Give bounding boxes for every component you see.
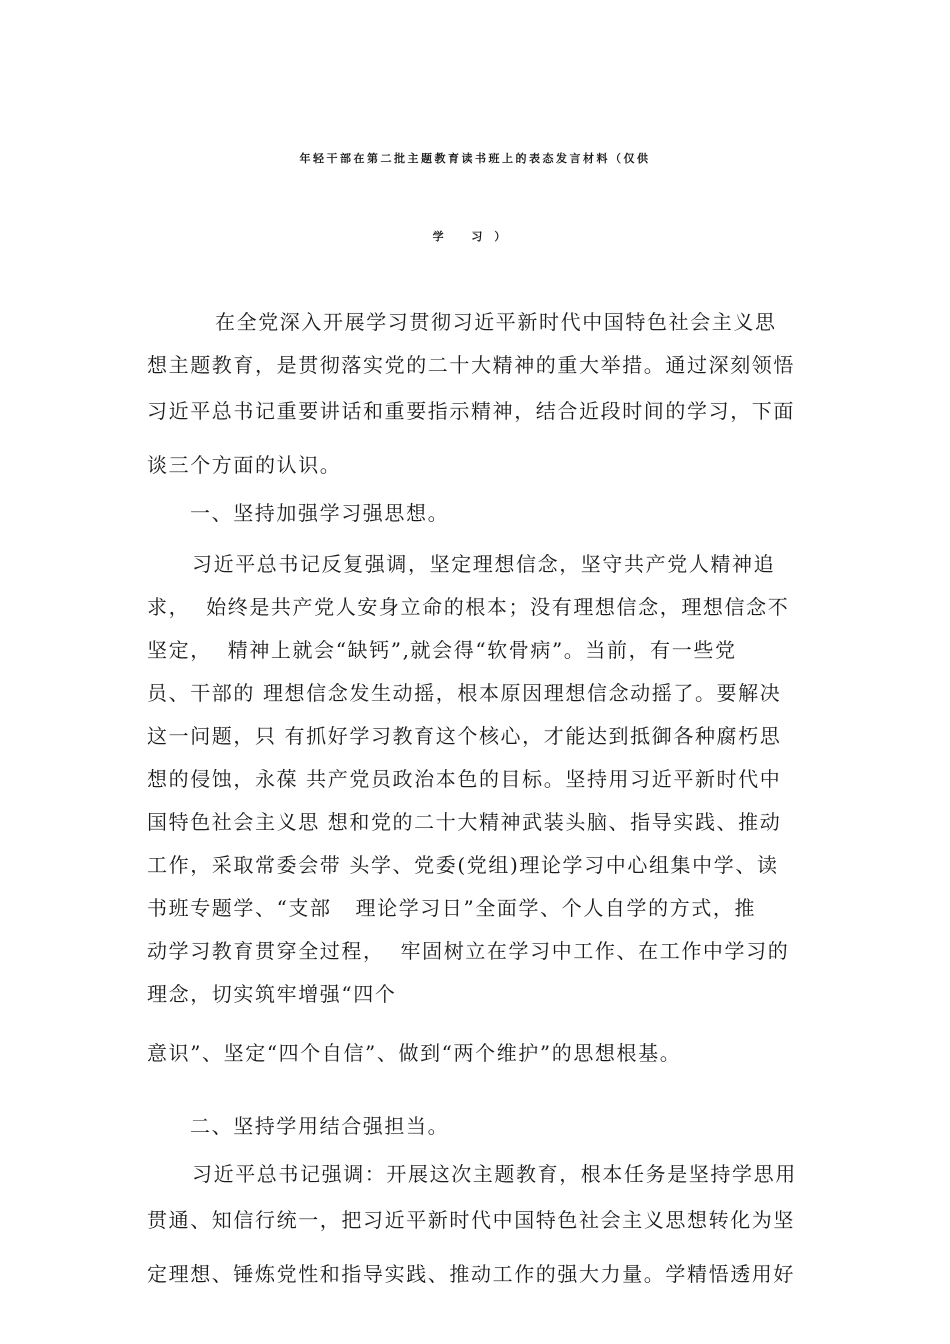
document-title-line-2: 学 习） — [432, 230, 518, 243]
paragraph-line: 想的侵蚀，永葆 共产党员政治本色的目标。坚持用习近平新时代中 — [147, 767, 782, 791]
paragraph-line: 动学习教育贯穿全过程， 牢固树立在学习中工作、在工作中学习的 — [147, 939, 790, 963]
paragraph-line: 国特色社会主义思 想和党的二十大精神武装头脑、指导实践、推动 — [147, 810, 782, 834]
paragraph-line: 意识”、坚定“四个自信”、做到“两个维护”的思想根基。 — [147, 1041, 682, 1065]
paragraph-line: 习近平总书记重要讲话和重要指示精神，结合近段时间的学习，下面 — [147, 399, 795, 423]
paragraph-line: 理念，切实筑牢增强“四个 — [147, 982, 397, 1006]
document-title-line-1: 年轻干部在第二批主题教育读书班上的表态发言材料（仅供 — [299, 152, 651, 165]
paragraph-line: 求， 始终是共产党人安身立命的根本；没有理想信念，理想信念不 — [147, 595, 790, 619]
paragraph-line: 习近平总书记强调：开展这次主题教育，根本任务是坚持学思用 — [192, 1162, 797, 1186]
paragraph-line: 习近平总书记反复强调，坚定理想信念，坚守共产党人精神追 — [192, 552, 776, 576]
paragraph-line: 在全党深入开展学习贯彻习近平新时代中国特色社会主义思 — [215, 310, 777, 334]
paragraph-line: 书班专题学、“支部 理论学习日”全面学、个人自学的方式，推 — [147, 896, 757, 920]
paragraph-line: 贯通、知信行统一，把习近平新时代中国特色社会主义思想转化为坚 — [147, 1208, 795, 1232]
paragraph-line: 想主题教育，是贯彻落实党的二十大精神的重大举措。通过深刻领悟 — [147, 353, 795, 377]
paragraph-line: 坚定， 精神上就会“缺钙”,就会得“软骨病”。当前，有一些党 — [147, 638, 737, 662]
paragraph-line: 定理想、锤炼党性和指导实践、推动工作的强大力量。学精悟透用好 — [147, 1262, 795, 1286]
paragraph-line: 这一问题，只 有抓好学习教育这个核心，才能达到抵御各种腐朽思 — [147, 724, 782, 748]
section-heading-1: 一、坚持加强学习强思想。 — [190, 501, 450, 525]
paragraph-line: 员、干部的 理想信念发生动摇，根本原因理想信念动摇了。要解决 — [147, 681, 782, 705]
paragraph-line: 谈三个方面的认识。 — [147, 453, 342, 477]
section-heading-2: 二、坚持学用结合强担当。 — [190, 1114, 450, 1138]
paragraph-line: 工作，采取常委会带 头学、党委(党组)理论学习中心组集中学、读 — [147, 853, 779, 877]
